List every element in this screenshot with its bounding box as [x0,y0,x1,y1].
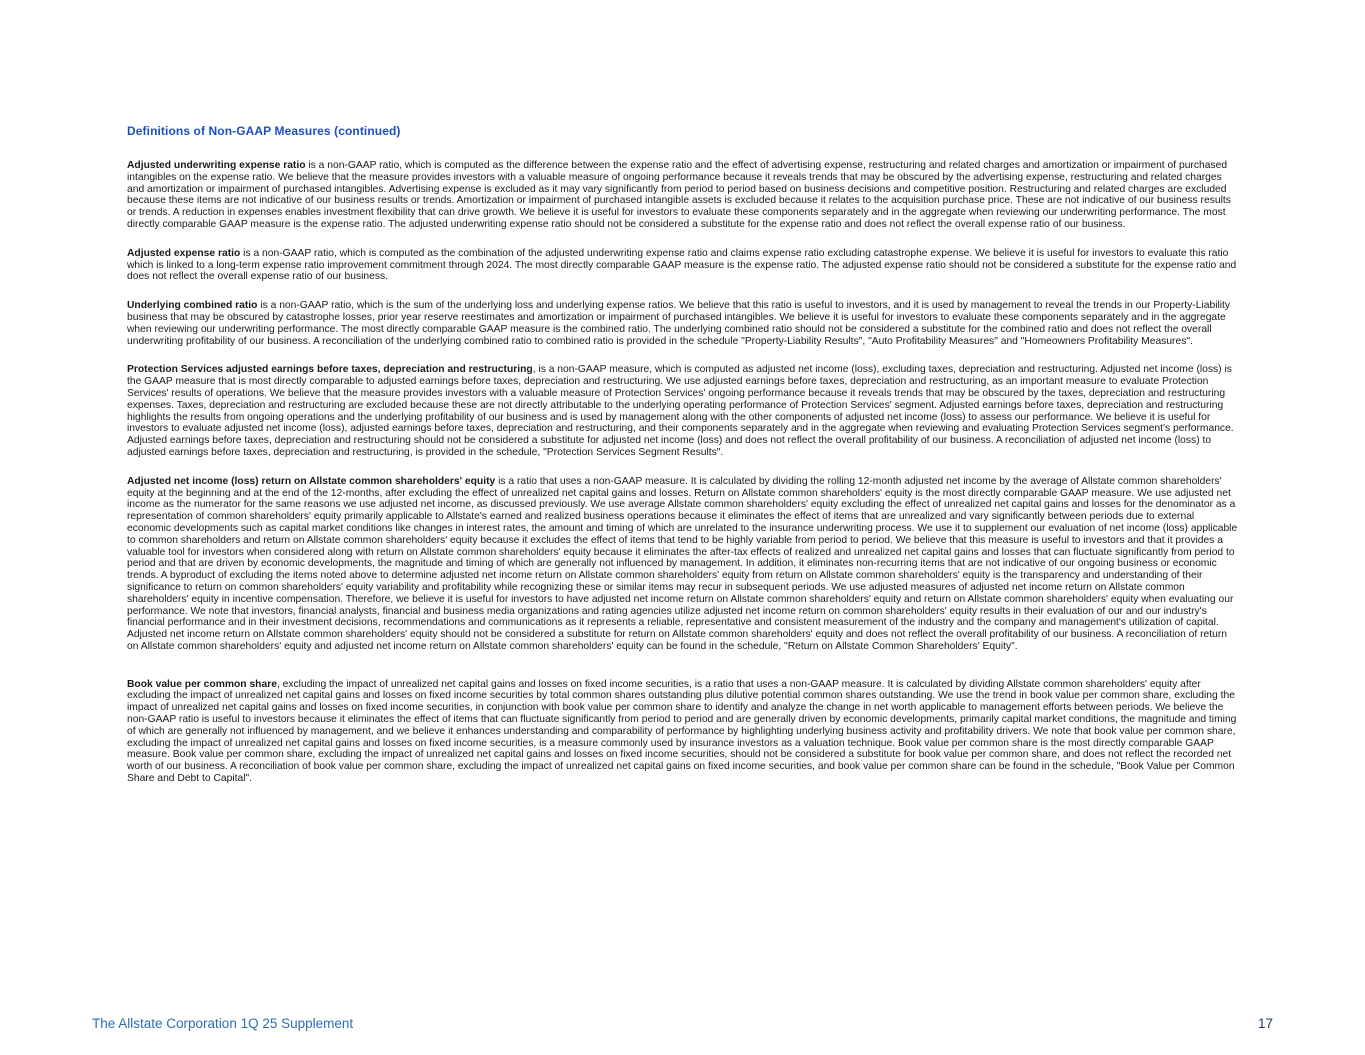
definition-paragraph-adjusted-net-income-return [127,476,1241,653]
definition-term: Adjusted underwriting expense ratio [127,160,306,171]
definition-term: Book value per common share [127,678,277,690]
footer-company-label: The Allstate Corporation 1Q 25 Supplement [92,1016,354,1031]
definition-text: is a non-GAAP ratio, which is the sum of the underlying loss and underlying expense ratios. We believe that this ratio is useful to investors, and it is used by management to reveal the trends in our Property-Liability business that may be obscured by catastrophe losses, prior year reserve reestimates and amortization or impairment of purchased intangibles. We believe it is useful for investors to evaluate these components separately and in the aggregate when reviewing our underwriting performance. The most directly comparable GAAP measure is the combined ratio. The underlying combined ratio should not be considered a substitute for the combined ratio and does not reflect the overall underwriting profitability of our business. A reconciliation of the underlying combined ratio to combined ratio is provided in the schedule "Property-Liability Results", "Auto Profitability Measures" and "Homeowners Profitability Measures". [127,300,1231,347]
definition-term: Underlying combined ratio [127,300,258,312]
definitions-body [127,160,1241,802]
definition-text: , is a non-GAAP measure, which is computed as adjusted net income (loss), excluding taxes, depreciation and restructuring. Adjusted net income (loss) is the GAAP measure that is most directly comparable to adjusted earnings before taxes, depreciation and restructuring. We use adjusted earnings before taxes, depreciation and restructuring, as an important measure to evaluate Protection Services' results of operations. We believe that the measure provides investors with a valuable measure of Protection Services' ongoing performance because it reveals trends that may be obscured by the taxes, depreciation and restructuring expenses. Taxes, depreciation and restructuring are excluded because these are not directly attributable to the underlying operating performance of Protection Services' segment. Adjusted earnings before taxes, depreciation and restructuring highlights the results from ongoing operations and the underlying profitability of our business and is used by management along with the other components of adjusted net income (loss) to assess our performance. We believe it is useful for investors to evaluate adjusted net income (loss), adjusted earnings before taxes, depreciation and restructuring, and their components separately and in the aggregate when reviewing and evaluating Protection Services segment's performance. Adjusted earnings before taxes, depreciation and restructuring should not be considered a substitute for adjusted net income (loss) and does not reflect the overall profitability of our business. A reconciliation of adjusted net income (loss) to adjusted earnings before taxes, depreciation and restructuring, is provided in the schedule, "Protection Services Segment Results". [127,364,1234,458]
definition-text: is a non-GAAP ratio, which is computed as the difference between the expense ratio and the effect of advertising expense, restructuring and related charges and amortization or impairment of purchased intangibles on the expense ratio. We believe that the measure provides investors with a valuable measure of ongoing performance because it reveals trends that may be obscured by the advertising expense, restructuring and related charges and amortization or impairment of purchased intangibles. Advertising expense is excluded as it may vary significantly from period to period based on business decisions and competitive position. Restructuring and related charges are excluded because these items are not indicative of our business results or trends. Amortization or impairment of purchased intangible assets is excluded because it relates to the acquisition purchase price. These are not indicative of our business results or trends. A reduction in expenses enables investment flexibility that can drive growth. We believe it is useful for investors to evaluate these components separately and in the aggregate when reviewing our underwriting performance. The most directly comparable GAAP measure is the expense ratio. The adjusted underwriting expense ratio should not be considered a substitute for the expense ratio and does not reflect the overall expense ratio of our business. [127,160,1231,230]
definition-paragraph-underlying-combined-ratio [127,300,1241,347]
page-footer [92,1016,1273,1031]
definition-term: Protection Services adjusted earnings before taxes, depreciation and restructuring [127,364,533,376]
page-title: Definitions of Non-GAAP Measures (continued) [127,124,401,138]
definition-paragraph-adjusted-underwriting-expense-ratio [127,160,1241,231]
definition-text: , excluding the impact of unrealized net capital gains and losses on fixed income securities, is a ratio that uses a non-GAAP measure. It is calculated by dividing Allstate common shareholders' equity after excluding the impact of unrealized net capital gains and losses on fixed income securities by total common shares outstanding plus dilutive potential common shares outstanding. We use the trend in book value per common share, excluding the impact of unrealized net capital gains and losses on fixed income securities, in conjunction with book value per common share to identify and analyze the change in net worth applicable to management efforts between periods. We believe the non-GAAP ratio is useful to investors because it eliminates the effect of items that can fluctuate significantly from period to period and are generally driven by economic developments, primarily capital market conditions, the magnitude and timing of which are generally not influenced by management, and we believe it enhances understanding and comparability of performance by highlighting underlying business activity and profitability drivers. We note that book value per common share, excluding the impact of unrealized net capital gains and losses on fixed income securities, is a measure commonly used by insurance investors as a valuation technique. Book value per common share is the most directly comparable GAAP measure. Book value per common share, excluding the impact of unrealized net capital gains and losses on fixed income securities, should not be considered a substitute for book value per common share, and does not reflect the recorded net worth of our business. A reconciliation of book value per common share, excluding the impact of unrealized net capital gains on fixed income securities, and book value per common share can be found in the schedule, "Book Value per Common Share and Debt to Capital". [127,678,1237,785]
definition-paragraph-book-value-per-common-share [127,679,1241,785]
footer-page-number: 17 [1257,1016,1273,1031]
definition-term: Adjusted net income (loss) return on Allstate common shareholders' equity [127,475,496,487]
definition-term: Adjusted expense ratio [127,247,241,259]
definition-paragraph-protection-services-adjusted-earnings [127,364,1241,458]
definition-text: is a non-GAAP ratio, which is computed as the combination of the adjusted underwriting expense ratio and claims expense ratio excluding catastrophe expense. We believe it is useful for investors to evaluate this ratio which is linked to a long-term expense ratio improvement commitment through 2024. The most directly comparable GAAP measure is the expense ratio. The adjusted expense ratio should not be considered a substitute for the expense ratio and does not reflect the overall expense ratio of our business. [127,247,1237,283]
definition-paragraph-adjusted-expense-ratio [127,248,1241,283]
definition-text: is a ratio that uses a non-GAAP measure. It is calculated by dividing the rolling 12-month adjusted net income by the average of Allstate common shareholders' equity at the beginning and at the end of the 12-months, after excluding the effect of unrealized net capital gains and losses. Return on Allstate common shareholders' equity is the most directly comparable GAAP measure. We use adjusted net income as the numerator for the same reasons we use adjusted net income, as discussed previously. We use average Allstate common shareholders' equity excluding the effect of unrealized net capital gains and losses for the denominator as a representation of common shareholders' equity primarily applicable to Allstate's earned and realized business operations because it eliminates the effect of items that are unrealized and vary significantly between periods due to external economic developments such as capital market conditions like changes in interest rates, the amount and timing of which are unrelated to the insurance underwriting process. We use it to supplement our evaluation of net income (loss) applicable to common shareholders and return on Allstate common shareholders' equity because it excludes the effect of items that tend to be highly variable from period to period. We believe that this measure is useful to investors and that it provides a valuable tool for investors when considered along with return on Allstate common shareholders' equity because it eliminates the after-tax effects of realized and unrealized net capital gains and losses that can fluctuate significantly from period to period and that are driven by economic developments, the magnitude and timing of which are generally not influenced by management. In addition, it eliminates non-recurring items that are not indicative of our ongoing business or economic trends. A byproduct of excluding the items noted above to determine adjusted net income return on Allstate common shareholders' equity from return on Allstate common shareholders' equity is the transparency and understanding of their significance to return on common shareholders' equity variability and profitability while recognizing these or similar items may recur in subsequent periods. We use adjusted measures of adjusted net income return on Allstate common shareholders' equity in incentive compensation. Therefore, we believe it is useful for investors to have adjusted net income return on Allstate common shareholders' equity and return on Allstate common shareholders' equity when evaluating our performance. We note that investors, financial analysts, financial and business media organizations and rating agencies utilize adjusted net income return on common shareholders' equity results in their evaluation of our and our industry's financial performance and in their investment decisions, recommendations and communications as it represents a reliable, representative and consistent measurement of the industry and the company and management's utilization of capital. Adjusted net income return on Allstate common shareholders' equity should not be considered a substitute for return on Allstate common shareholders' equity and does not reflect the overall profitability of our business. A reconciliation of return on Allstate common shareholders' equity and adjusted net income return on Allstate common shareholders' equity can be found in the schedule, "Return on Allstate Common Shareholders' Equity". [127,475,1238,652]
